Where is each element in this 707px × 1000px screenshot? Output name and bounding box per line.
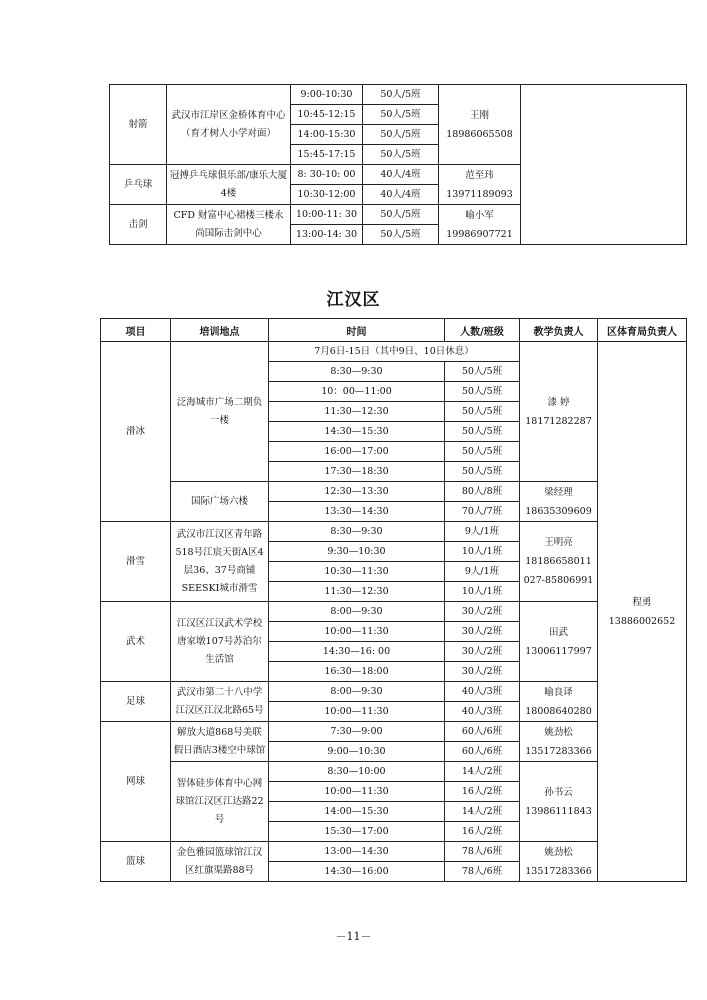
project-cell: 滑雪 xyxy=(101,522,171,602)
previous-district-table xyxy=(109,84,687,245)
time-cell: 8:00—9:30 xyxy=(269,602,445,622)
teaching-contact-cell: 梁经理 18635309609 xyxy=(520,482,598,522)
location-cell: CFD 财富中心裙楼三楼永尚国际击剑中心 xyxy=(167,205,291,245)
capacity-cell: 50人/5班 xyxy=(445,462,520,482)
header-row xyxy=(101,319,687,342)
capacity-cell: 80人/8班 xyxy=(445,482,520,502)
time-cell: 14:00—15:30 xyxy=(269,802,445,822)
time-cell: 8:30—9:30 xyxy=(269,362,445,382)
time-cell: 17:30—18:30 xyxy=(269,462,445,482)
teaching-contact-cell: 姚劲松 13517283366 xyxy=(520,722,598,762)
time-cell: 14:30—16: 00 xyxy=(269,642,445,662)
location-cell: 金色雅园篮球馆江汉区红旗渠路88号 xyxy=(171,842,269,882)
time-cell: 8:30—9:30 xyxy=(269,522,445,542)
teaching-contact-cell: 漆 婷 18171282287 xyxy=(520,342,598,482)
capacity-cell: 40人/3班 xyxy=(445,682,520,702)
teaching-contact-cell: 范至玮 13971189093 xyxy=(439,165,521,205)
capacity-cell: 60人/6班 xyxy=(445,722,520,742)
teaching-contact-cell: 喻小军 19986907721 xyxy=(439,205,521,245)
capacity-cell: 50人/5班 xyxy=(363,145,439,165)
teaching-contact-cell: 田武 13006117997 xyxy=(520,602,598,682)
project-cell: 乒乓球 xyxy=(110,165,167,205)
district-contact-cell xyxy=(521,85,687,245)
location-cell: 武汉市江岸区金桥体育中心（育才树人小学对面） xyxy=(167,85,291,165)
location-cell: 武汉市江汉区青年路518号江宸天街A区4层36、37号商铺SEESKI城市滑雪 xyxy=(171,522,269,602)
time-cell: 8:00—9:30 xyxy=(269,682,445,702)
capacity-cell: 30人/2班 xyxy=(445,602,520,622)
time-cell: 13:30—14:30 xyxy=(269,502,445,522)
project-cell: 击剑 xyxy=(110,205,167,245)
capacity-cell: 50人/5班 xyxy=(445,402,520,422)
time-cell: 10:00—11:30 xyxy=(269,622,445,642)
capacity-cell: 50人/5班 xyxy=(363,85,439,105)
time-cell: 9:00-10:30 xyxy=(291,85,363,105)
capacity-cell: 50人/5班 xyxy=(445,382,520,402)
capacity-cell: 50人/5班 xyxy=(363,225,439,245)
capacity-cell: 50人/5班 xyxy=(363,205,439,225)
time-cell: 10:00—11:30 xyxy=(269,782,445,802)
project-cell: 网球 xyxy=(101,722,171,842)
teaching-contact-cell: 王明亮 18186658011 027-85806991 xyxy=(520,522,598,602)
time-cell: 10:00-11: 30 xyxy=(291,205,363,225)
header-district-contact: 区体育局负责人 xyxy=(598,319,687,342)
header-location: 培训地点 xyxy=(171,319,269,342)
project-cell: 足球 xyxy=(101,682,171,722)
time-cell: 10：00—11:00 xyxy=(269,382,445,402)
time-cell: 14:30—16:00 xyxy=(269,862,445,882)
capacity-cell: 30人/2班 xyxy=(445,662,520,682)
time-cell: 8:30—10:00 xyxy=(269,762,445,782)
time-cell: 9:00—10:30 xyxy=(269,742,445,762)
time-cell: 16:30—18:00 xyxy=(269,662,445,682)
project-cell: 滑冰 xyxy=(101,342,171,522)
teaching-contact-cell: 喻良译 18008640280 xyxy=(520,682,598,722)
header-time: 时间 xyxy=(269,319,445,342)
teaching-contact-cell: 王刚 18986065508 xyxy=(439,85,521,165)
location-cell: 智体硅步体育中心网球馆江汉区江达路22号 xyxy=(171,762,269,842)
page-number: －11－ xyxy=(335,930,372,943)
time-cell: 13:00-14: 30 xyxy=(291,225,363,245)
time-cell: 12:30—13:30 xyxy=(269,482,445,502)
capacity-cell: 40人/3班 xyxy=(445,702,520,722)
capacity-cell: 9人/1班 xyxy=(445,562,520,582)
time-cell: 11:30—12:30 xyxy=(269,402,445,422)
capacity-cell: 78人/6班 xyxy=(445,862,520,882)
time-cell: 7:30—9:00 xyxy=(269,722,445,742)
location-cell: 江汉区江汉武术学校唐家墩107号苏泊尔生活馆 xyxy=(171,602,269,682)
capacity-cell: 78人/6班 xyxy=(445,842,520,862)
project-cell: 射箭 xyxy=(110,85,167,165)
time-cell: 14:30—15:30 xyxy=(269,422,445,442)
table-row xyxy=(110,85,687,105)
time-cell: 10:45-12:15 xyxy=(291,105,363,125)
capacity-cell: 14人/2班 xyxy=(445,762,520,782)
time-cell: 14:00-15:30 xyxy=(291,125,363,145)
time-cell: 11:30—12:30 xyxy=(269,582,445,602)
capacity-cell: 30人/2班 xyxy=(445,642,520,662)
district-contact-cell: 程勇 13886002652 xyxy=(598,342,687,882)
location-cell: 泛海城市广场二期负一楼 xyxy=(171,342,269,482)
time-cell: 8: 30-10: 00 xyxy=(291,165,363,185)
time-cell: 9:30—10:30 xyxy=(269,542,445,562)
capacity-cell: 50人/5班 xyxy=(445,422,520,442)
capacity-cell: 16人/2班 xyxy=(445,822,520,842)
capacity-cell: 50人/5班 xyxy=(363,125,439,145)
project-cell: 篮球 xyxy=(101,842,171,882)
location-cell: 冠搏乒乓球俱乐部/康乐大厦4楼 xyxy=(167,165,291,205)
header-project: 项目 xyxy=(101,319,171,342)
header-teaching-contact: 教学负责人 xyxy=(520,319,598,342)
capacity-cell: 16人/2班 xyxy=(445,782,520,802)
location-cell: 武汉市第二十八中学江汉区江汉北路65号 xyxy=(171,682,269,722)
capacity-cell: 60人/6班 xyxy=(445,742,520,762)
project-cell: 武术 xyxy=(101,602,171,682)
capacity-cell: 40人/4班 xyxy=(363,185,439,205)
teaching-contact-cell: 姚劲松 13517283366 xyxy=(520,842,598,882)
capacity-cell: 50人/5班 xyxy=(445,362,520,382)
capacity-cell: 30人/2班 xyxy=(445,622,520,642)
capacity-cell: 10人/1班 xyxy=(445,582,520,602)
location-cell: 解放大道868号美联假日酒店3楼空中球馆 xyxy=(171,722,269,762)
date-note-cell: 7月6日-15日（其中9日、10日休息） xyxy=(269,342,520,362)
table-row xyxy=(101,342,687,362)
location-cell: 国际广场六楼 xyxy=(171,482,269,522)
capacity-cell: 50人/5班 xyxy=(445,442,520,462)
time-cell: 15:45-17:15 xyxy=(291,145,363,165)
time-cell: 10:00—11:30 xyxy=(269,702,445,722)
capacity-cell: 50人/5班 xyxy=(363,105,439,125)
time-cell: 10:30—11:30 xyxy=(269,562,445,582)
capacity-cell: 40人/4班 xyxy=(363,165,439,185)
district-title: 江汉区 xyxy=(326,290,381,310)
jianghan-schedule-table xyxy=(100,318,687,882)
header-capacity: 人数/班级 xyxy=(445,319,520,342)
time-cell: 10:30-12:00 xyxy=(291,185,363,205)
capacity-cell: 9人/1班 xyxy=(445,522,520,542)
time-cell: 16:00—17:00 xyxy=(269,442,445,462)
time-cell: 13:00—14:30 xyxy=(269,842,445,862)
time-cell: 15:30—17:00 xyxy=(269,822,445,842)
capacity-cell: 10人/1班 xyxy=(445,542,520,562)
teaching-contact-cell: 孙书云 13986111843 xyxy=(520,762,598,842)
capacity-cell: 14人/2班 xyxy=(445,802,520,822)
capacity-cell: 70人/7班 xyxy=(445,502,520,522)
